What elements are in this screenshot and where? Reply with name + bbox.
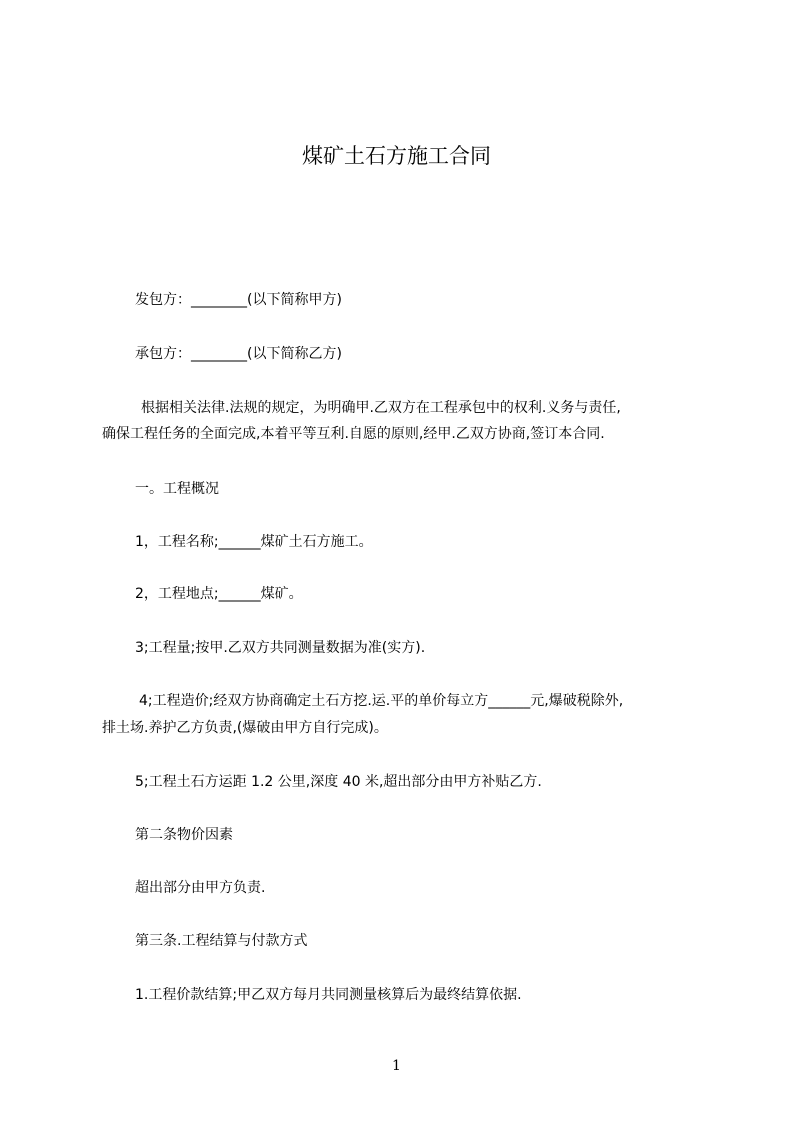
document-title: 煤矿土石方施工合同 [302,144,491,168]
item-2: 2，工程地点;______煤矿。 [135,586,303,602]
preamble-line-1: 根据相关法律.法规的规定，为明确甲.乙双方在工程承包中的权利.义务与责任, [141,400,621,416]
section-1-heading: 一。工程概况 [135,481,219,497]
party-a-line: 发包方：________(以下简称甲方) [135,292,342,308]
section-3-item-1: 1.工程价款结算;甲乙双方每月共同测量核算后为最终结算依据. [135,987,522,1003]
item-3: 3;工程量;按甲.乙双方共同测量数据为准(实方). [135,640,426,656]
preamble-line-2: 确保工程任务的全面完成,本着平等互利.自愿的原则,经甲.乙双方协商,签订本合同. [102,426,605,442]
section-2-heading: 第二条物价因素 [135,827,233,843]
section-3-heading: 第三条.工程结算与付款方式 [135,933,308,949]
page-number: 1 [392,1058,401,1074]
item-1: 1，工程名称;______煤矿土石方施工。 [135,534,373,550]
party-b-line: 承包方：________(以下简称乙方) [135,346,342,362]
item-5: 5;工程土石方运距 1.2 公里,深度 40 米,超出部分由甲方补贴乙方. [135,774,542,790]
section-2-text: 超出部分由甲方负责. [135,880,266,896]
item-4-line-2: 排土场.养护乙方负责,(爆破由甲方自行完成)。 [102,720,388,736]
item-4-line-1: 4;工程造价;经双方协商确定土石方挖.运.平的单价每立方______元,爆破税除外, [139,693,624,709]
